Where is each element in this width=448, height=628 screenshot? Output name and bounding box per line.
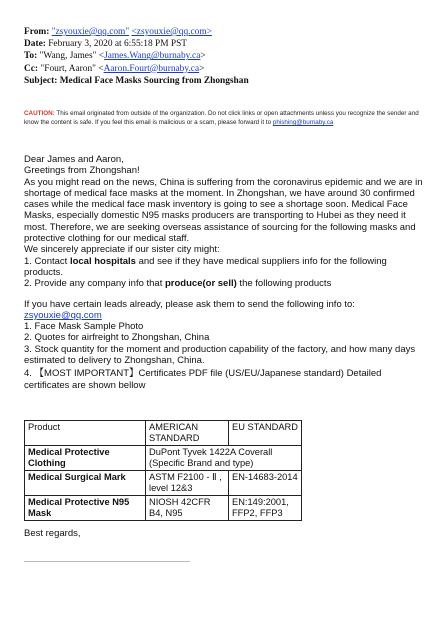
email-header: [24, 26, 428, 87]
table-row: [25, 446, 302, 471]
certificates-table: [24, 420, 302, 521]
table-row: [25, 496, 302, 521]
table-cell: ASTM F2100 - Ⅱ , level 12&3: [146, 471, 229, 496]
cc-row: [24, 63, 428, 75]
appreciate-line: We sincerely appreciate if our sister city might:: [24, 244, 220, 256]
from-name-link[interactable]: "zsyouxie@qq.com": [51, 27, 130, 37]
to-label: To:: [24, 51, 38, 62]
subject-row: [24, 75, 428, 87]
request-item-1: [24, 256, 428, 279]
date-row: [24, 38, 428, 50]
greeting-line-2: Greetings from Zhongshan!: [24, 165, 140, 177]
to-row: [24, 50, 428, 62]
paragraph-gap: [24, 290, 428, 299]
cc-name: "Fourt, Aaron" <: [40, 63, 104, 74]
caution-banner: [24, 109, 428, 128]
table-cell: DuPont Tyvek 1422A Coverall (Specific Brand and type): [146, 446, 302, 471]
table-cell: Medical Protective N95 Mask: [25, 496, 146, 521]
cc-end: >: [199, 63, 205, 74]
table-header-cell: AMERICAN STANDARD: [146, 421, 229, 446]
table-cell: Medical Protective Clothing: [25, 446, 146, 471]
info-item-1: 1. Face Mask Sample Photo: [24, 321, 144, 333]
from-row: [24, 26, 428, 38]
request-item-1-bold: local hospitals: [69, 255, 136, 267]
caution-text: This email originated from outside of the organization. Do not click links or open attachments unless you recognize the sender and know the content is safe. If you feel this email is malicious or a scam, please forward it to: [24, 110, 419, 127]
request-item-2: [24, 278, 428, 289]
info-item-3: 3. Stock quantity for the moment and production capability of the factory, and how many days estimated to delivery to Zhongshan, China.: [24, 343, 416, 367]
request-item-2-rest: the following products: [236, 278, 332, 290]
phishing-link[interactable]: phishing@burnaby.ca: [272, 119, 334, 127]
to-name: "Wang, James" <: [39, 51, 105, 62]
table-row: [25, 471, 302, 496]
subject-label: Subject:: [24, 75, 58, 86]
date-value: February 3, 2020 at 6:55:18 PM PST: [48, 39, 188, 50]
email-body: [24, 154, 428, 391]
leads-line: If you have certain leads already, please ask them to send the following info to:: [24, 298, 355, 310]
intro-paragraph: As you might read on the news, China is suffering from the coronavirus epidemic and we are in shortage of medical face masks at the moment. In Zhongshan, we have around 30 confirmed cases while the medical face mask inventory is going to see a shortage soon. Medical Face Masks, especially domestic N95 masks producers are transporting to Hubei as they need it most. Therefore, we are seeking overseas assistance of sourcing for the following masks and protective clothing for our medical staff.: [24, 176, 423, 245]
to-email-link[interactable]: James.Wang@burnaby.ca: [104, 51, 201, 62]
info-item-2: 2. Quotes for airfreight to Zhongshan, China: [24, 332, 210, 344]
table-cell: EN-14683-2014: [229, 471, 302, 496]
closing: Best regards,: [24, 528, 81, 539]
caution-label: CAUTION:: [24, 110, 55, 117]
table-header-cell: EU STANDARD: [229, 421, 302, 446]
to-end: >: [200, 51, 206, 62]
request-item-1-text: 1. Contact: [24, 255, 70, 267]
leads-email-link[interactable]: zsyouxie@qq.com: [24, 309, 102, 321]
cc-label: Cc:: [24, 63, 39, 74]
request-item-2-text: 2. Provide any company info that: [24, 278, 165, 290]
request-item-1-rest: and see if they have medical suppliers info for the following products.: [24, 255, 387, 278]
cc-email-link[interactable]: Aaron.Fourt@burnaby.ca: [103, 63, 200, 74]
table-header-row: [25, 421, 302, 446]
signature-divider: [24, 561, 190, 562]
info-item-4: 4. 【MOST IMPORTANT】Certificates PDF file (US/EU/Japanese standard) Detailed certificates are shown bellow: [24, 368, 382, 391]
table-cell: NIOSH 42CFR B4, N95: [146, 496, 229, 521]
subject-value: Medical Face Masks Sourcing from Zhongshan: [59, 75, 249, 86]
date-label: Date:: [24, 39, 46, 50]
request-item-2-bold: produce(or sell): [165, 278, 237, 290]
greeting: Dear James and Aaron,: [24, 154, 124, 165]
table-cell: EN:149:2001, FFP2, FFP3: [229, 496, 302, 521]
leads-email: [24, 310, 428, 321]
from-email-link[interactable]: <zsyouxie@qq.com>: [131, 27, 212, 37]
from-label: From:: [24, 27, 50, 37]
table-header-cell: Product: [25, 421, 146, 446]
table-cell: Medical Surgical Mark: [25, 471, 146, 496]
